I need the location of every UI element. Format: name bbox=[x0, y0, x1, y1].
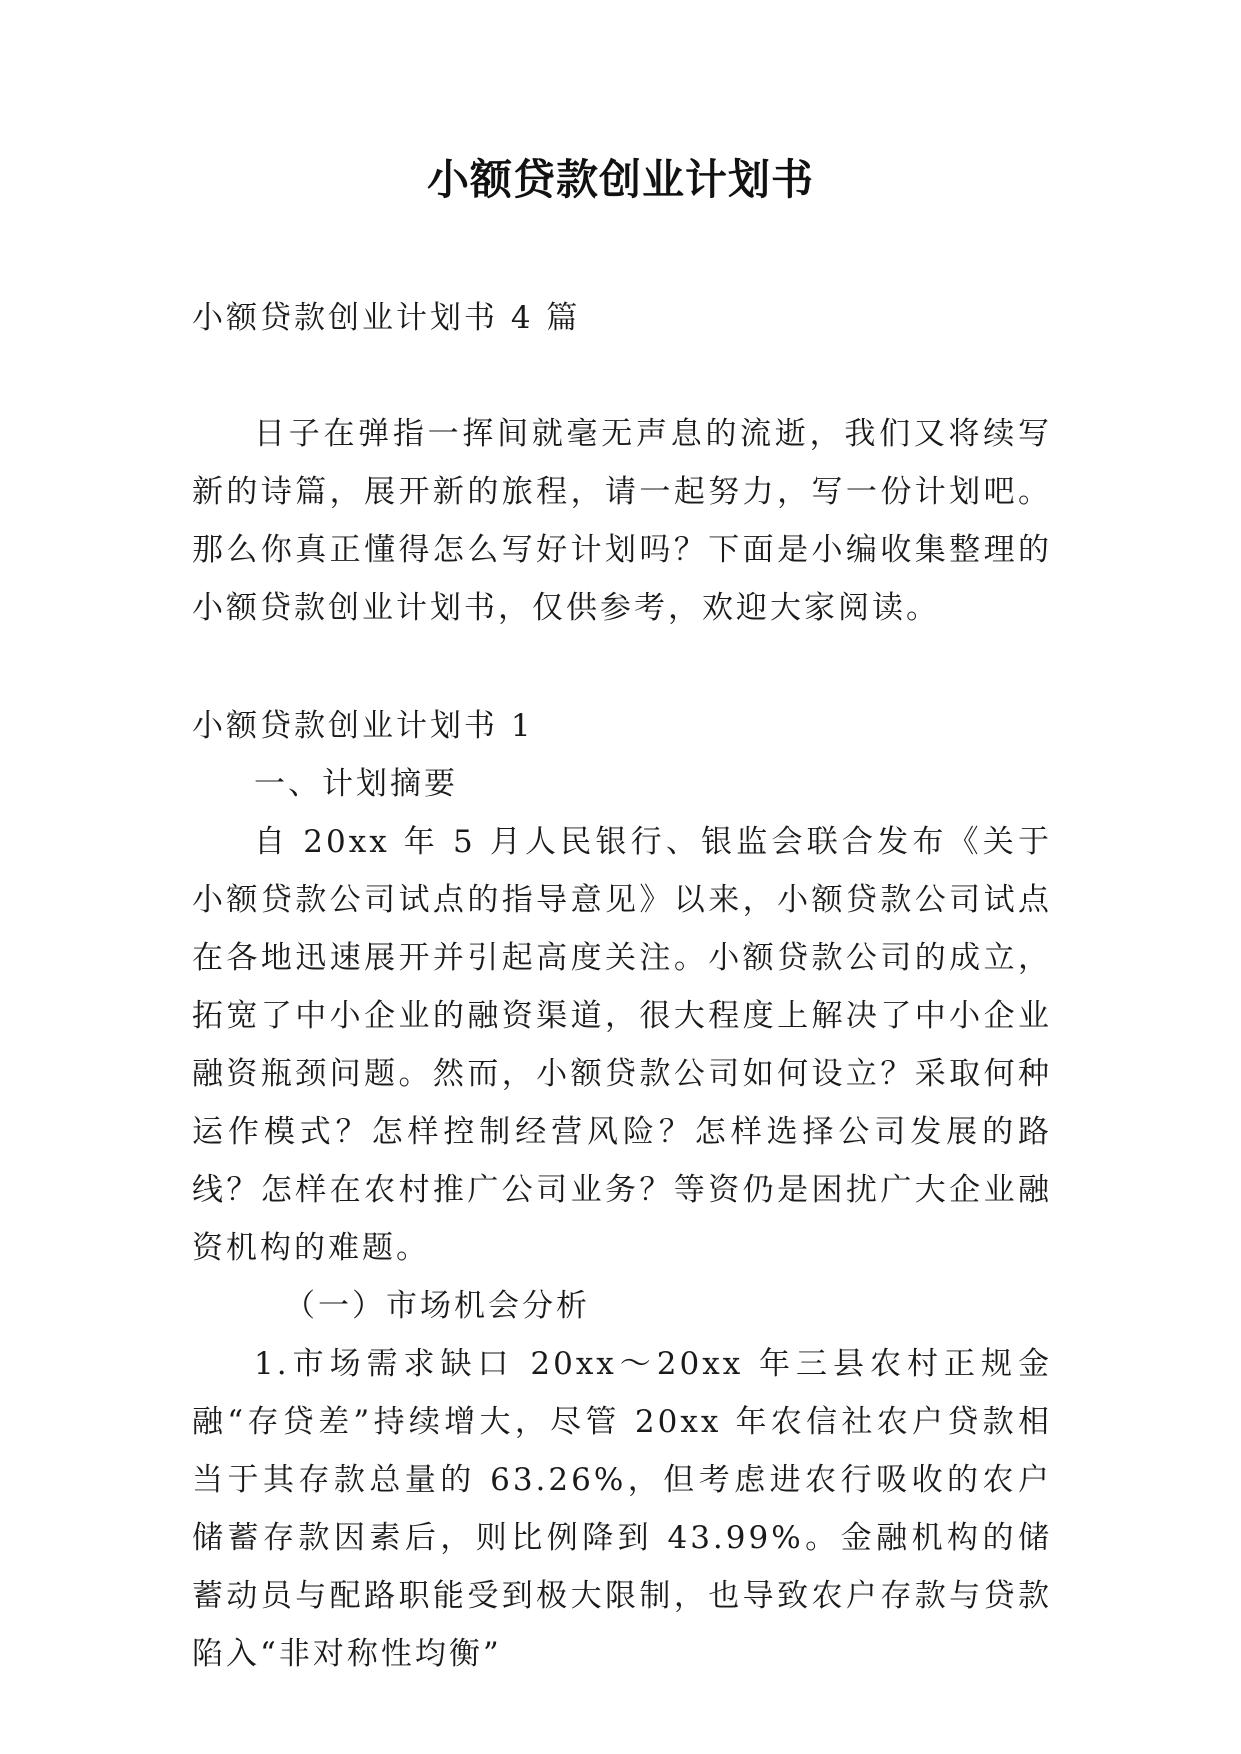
section-heading: 小额贷款创业计划书 1 bbox=[192, 708, 534, 744]
summary-paragraph: 自 20xx 年 5 月人民银行、银监会联合发布《关于小额贷款公司试点的指导意见》以来，小额贷款公司试点在各地迅速展开并引起高度关注。小额贷款公司的成立，拓宽了中小企业的融资渠道，很大程度上解决了中小企业融资瓶颈问题。然而，小额贷款公司如何设立？采取何种运作模式？怎样控制经营风险？怎样选择公司发展的路线？怎样在农村推广公司业务？等资仍是困扰广大企业融资机构的难题。 bbox=[192, 824, 1052, 1266]
intro-paragraph: 日子在弹指一挥间就毫无声息的流逝，我们又将续写新的诗篇，展开新的旅程，请一起努力，写一份计划吧。那么你真正懂得怎么写好计划吗？下面是小编收集整理的小额贷款创业计划书，仅供参考，欢迎大家阅读。 bbox=[192, 416, 1052, 626]
market-paragraph: 1.市场需求缺口 20xx～20xx 年三县农村正规金融“存贷差”持续增大，尽管 20xx 年农信社农户贷款相当于其存款总量的 63.26%，但考虑进农行吸收的农户储蓄存款因素后，则比例降到 43.99%。金融机构的储蓄动员与配路职能受到极大限制，也导致农户存款与贷款陷入“非对称性均衡” bbox=[192, 1346, 1052, 1672]
subsection-heading: （一）市场机会分析 bbox=[284, 1288, 590, 1324]
document-subtitle: 小额贷款创业计划书 4 篇 bbox=[192, 300, 581, 336]
document-body bbox=[192, 289, 1052, 1683]
document-title: 小额贷款创业计划书 bbox=[426, 155, 814, 204]
spacer bbox=[192, 637, 1052, 697]
part-heading: 一、计划摘要 bbox=[254, 766, 458, 802]
spacer bbox=[192, 347, 1052, 405]
